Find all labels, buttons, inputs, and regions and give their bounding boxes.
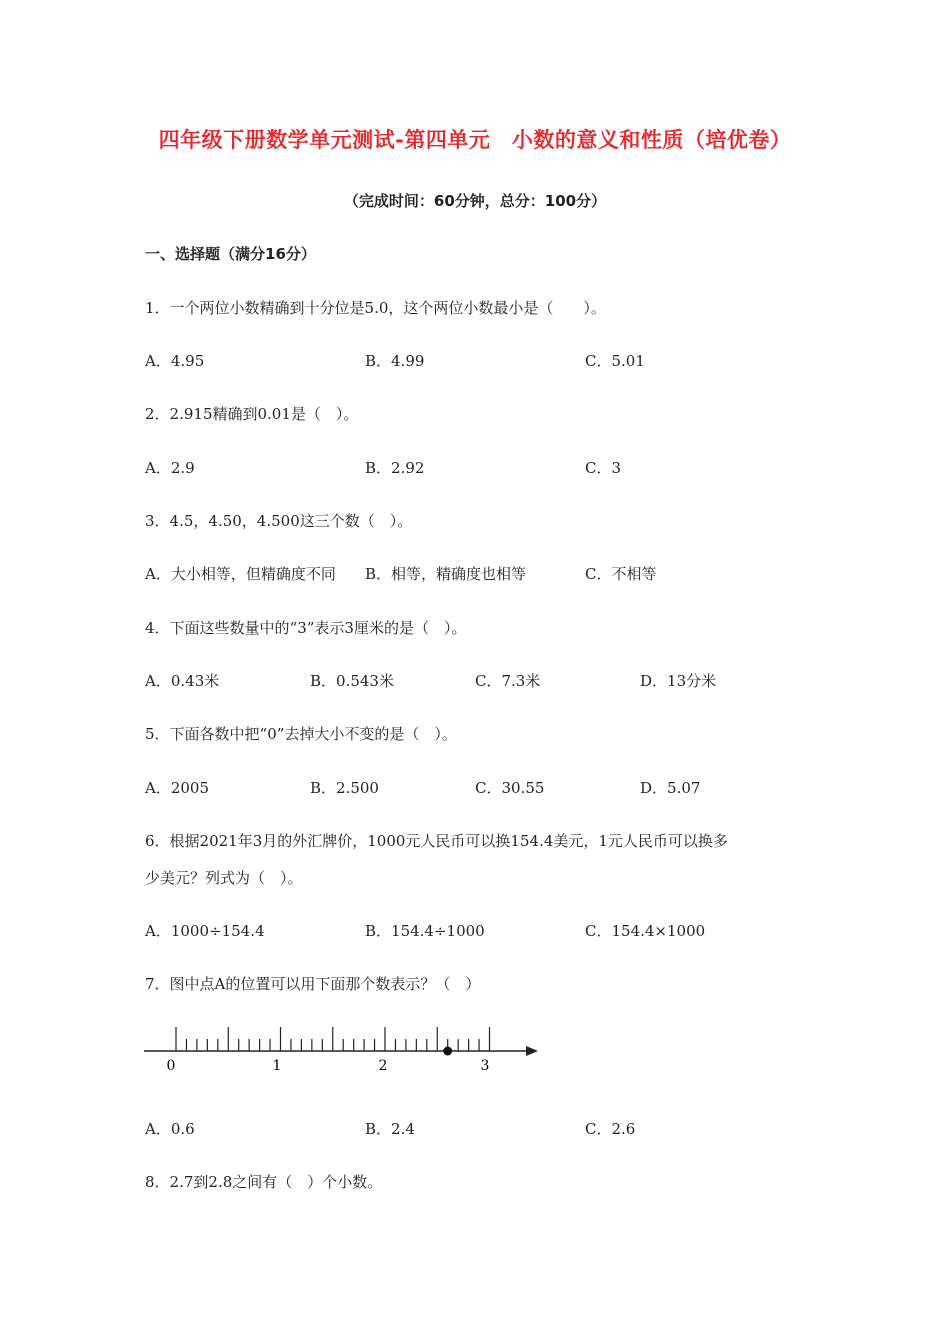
- question-2-option-c: C．3: [585, 459, 622, 477]
- number-line-ticks: [176, 1027, 490, 1051]
- question-6-option-c: C．154.4×1000: [585, 922, 706, 940]
- question-7-stem: 7．图中点A的位置可以用下面那个数表示？（ ）: [145, 975, 481, 993]
- question-4-option-b: B．0.543米: [310, 672, 394, 690]
- question-4-option-a: A．0.43米: [145, 672, 220, 690]
- question-8-stem: 8．2.7到2.8之间有（ ）个小数。: [145, 1173, 383, 1191]
- question-3-option-a: A．大小相等，但精确度不同: [145, 565, 336, 583]
- question-6-stem-line2: 少美元？列式为（ ）。: [145, 869, 303, 887]
- number-line-label-0: 0: [166, 1058, 176, 1074]
- question-7-option-a: A．0.6: [145, 1120, 195, 1138]
- question-1-option-a: A．4.95: [145, 352, 205, 370]
- question-4-option-c: C．7.3米: [475, 672, 541, 690]
- question-7-option-b: B．2.4: [365, 1120, 415, 1138]
- number-line-arrow: [526, 1046, 538, 1056]
- question-7-option-c: C．2.6: [585, 1120, 636, 1138]
- number-line-point-a: [443, 1047, 452, 1056]
- question-1-option-b: B．4.99: [365, 352, 425, 370]
- question-2-stem: 2．2.915精确到0.01是（ ）。: [145, 405, 359, 423]
- question-6-option-b: B．154.4÷1000: [365, 922, 485, 940]
- question-3-stem: 3．4.5，4.50，4.500这三个数（ ）。: [145, 512, 413, 530]
- page-subtitle: （完成时间：60分钟，总分：100分）: [343, 192, 607, 210]
- question-2-option-b: B．2.92: [365, 459, 425, 477]
- question-5-option-a: A．2005: [145, 779, 210, 797]
- question-5-stem: 5．下面各数中把“0”去掉大小不变的是（ ）。: [145, 725, 457, 743]
- number-line-label-2: 2: [378, 1058, 388, 1074]
- question-5-option-b: B．2.500: [310, 779, 379, 797]
- number-line-label-1: 1: [272, 1058, 282, 1074]
- question-5-option-c: C．30.55: [475, 779, 545, 797]
- number-line-diagram: [140, 1018, 550, 1078]
- number-line-label-3: 3: [480, 1058, 490, 1074]
- question-4-stem: 4．下面这些数量中的“3”表示3厘米的是（ ）。: [145, 619, 467, 637]
- question-1-option-c: C．5.01: [585, 352, 645, 370]
- question-2-option-a: A．2.9: [145, 459, 195, 477]
- question-5-option-d: D．5.07: [640, 779, 701, 797]
- question-4-option-d: D．13分米: [640, 672, 717, 690]
- question-6-option-a: A．1000÷154.4: [145, 922, 265, 940]
- question-3-option-c: C．不相等: [585, 565, 657, 583]
- question-3-option-b: B．相等，精确度也相等: [365, 565, 527, 583]
- question-6-stem-line1: 6．根据2021年3月的外汇牌价，1000元人民币可以换154.4美元，1元人民币可以换多: [145, 832, 728, 850]
- question-1-stem: 1．一个两位小数精确到十分位是5.0，这个两位小数最小是（ ）。: [145, 299, 606, 317]
- page-title: 四年级下册数学单元测试-第四单元 小数的意义和性质（培优卷）: [158, 128, 792, 152]
- section-heading: 一、选择题（满分16分）: [145, 245, 316, 263]
